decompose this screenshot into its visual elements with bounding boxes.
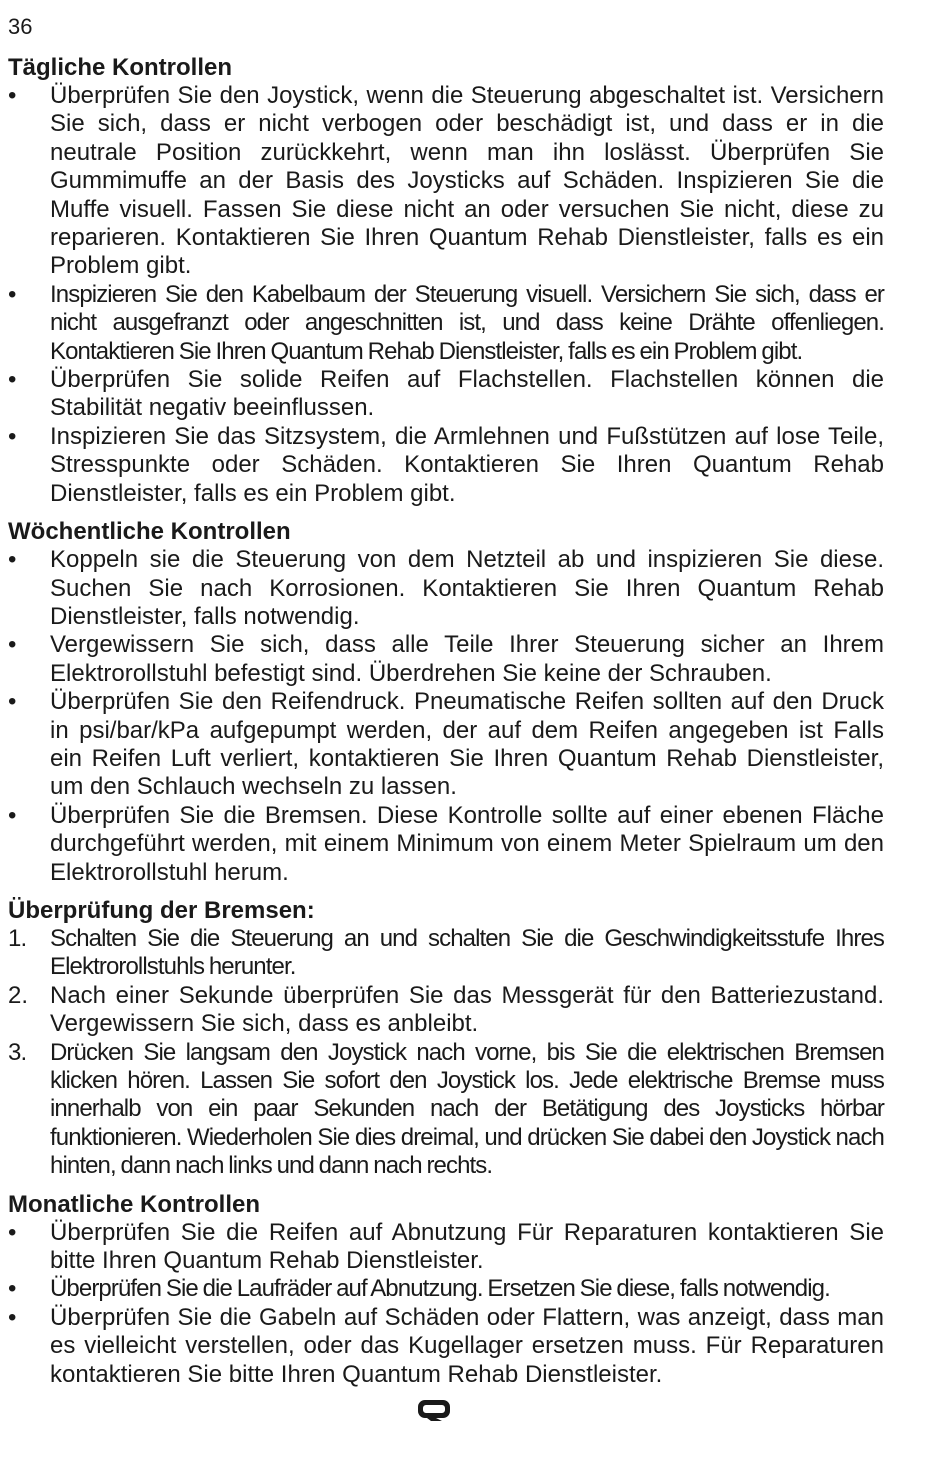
bullet-icon: • [8,546,17,574]
monthly-checks-section [8,1191,884,1389]
manual-page [8,14,884,1389]
step-text: Drücken Sie langsam den Joystick nach vorne, bis Sie die elektrischen Bremsen klicken hören. Lassen Sie sofort den Joystick los. Jede elektrische Bremse muss innerhalb von ein paar Sekunden nach der Betätigung des Joysticks hörbar funktionieren. Wiederholen Sie dies dreimal, und drücken Sie dabei den Joystick nach hinten, dann nach links und dann nach rechts. [50,1038,884,1180]
list-item [8,631,884,688]
list-item-text: Koppeln sie die Steuerung von dem Netzteil ab und inspizieren Sie diese. Suchen Sie nach Korrosionen. Kontaktieren Sie Ihren Quantum Rehab Dienstleister, falls notwendig. [50,546,884,630]
brake-check-heading: Überprüfung der Bremsen: [8,896,315,924]
bullet-icon: • [8,1303,17,1331]
list-item [8,1219,884,1276]
weekly-checks-section [8,518,884,887]
daily-checks-heading: Tägliche Kontrollen [8,54,233,81]
numbered-step [8,1039,884,1181]
list-item [8,366,884,423]
list-item-text: Überprüfen Sie die Gabeln auf Schäden oder Flattern, was anzeigt, dass man es vielleicht verstellen, oder das Kugellager ersetzen muss. Für Reparaturen kontaktieren Sie bitte Ihren Quantum Rehab Dienstleister. [50,1303,884,1388]
list-item [8,1275,884,1303]
list-item-text: Überprüfen Sie die Bremsen. Diese Kontrolle sollte auf einer ebenen Fläche durchgeführt werden, mit einem Minimum von einem Meter Spielraum um den Elektrorollstuhl herum. [50,801,884,886]
list-item-text: Überprüfen Sie die Laufräder auf Abnutzung. Ersetzen Sie diese, falls notwendig. [50,1275,830,1303]
list-item-text: Überprüfen Sie solide Reifen auf Flachstellen. Flachstellen können die Stabilität negativ beeinflussen. [50,366,884,422]
list-item-text: Inspizieren Sie den Kabelbaum der Steuerung visuell. Versichern Sie sich, dass er nicht ausgefranzt oder angeschnitten ist, und dass keine Drähte offenliegen. Kontaktieren Sie Ihren Quantum Rehab Dienstleister, falls es ein Problem gibt. [50,280,884,365]
step-number: 3. [8,1038,27,1066]
page-number: 36 [8,14,33,39]
list-item-text: Überprüfen Sie die Reifen auf Abnutzung Für Reparaturen kontaktieren Sie bitte Ihren Quantum Rehab Dienstleister. [50,1218,884,1275]
list-item [8,1304,884,1389]
monthly-checks-list [8,1219,884,1389]
step-number: 1. [8,924,27,952]
step-number: 2. [8,981,29,1009]
brake-check-steps [8,925,884,1181]
bullet-icon: • [8,1275,16,1303]
list-item-text: Inspizieren Sie das Sitzsystem, die Armlehnen und Fußstützen auf lose Teile, Stresspunkte oder Schäden. Kontaktieren Sie Ihren Quantum Rehab Dienstleister, falls es ein Problem gibt. [50,422,884,507]
bullet-icon: • [8,1218,17,1246]
step-text: Nach einer Sekunde überprüfen Sie das Messgerät für den Batteriezustand. Vergewissern Sie sich, dass es anbleibt. [50,981,884,1038]
bullet-icon: • [8,280,16,308]
daily-checks-section [8,54,884,508]
list-item-text: Überprüfen Sie den Joystick, wenn die Steuerung abgeschaltet ist. Versichern Sie sich, dass er nicht verbogen oder beschädigt ist, und dass er in die neutrale Position zurückkehrt, wenn man ihn loslässt. Überprüfen Sie Gummimuffe an der Basis des Joysticks auf Schäden. Inspizieren Sie die Muffe visuell. Fassen Sie diese nicht an oder versuchen Sie nicht, diese zu reparieren. Kontaktieren Sie Ihren Quantum Rehab Dienstleister, falls es ein Problem gibt. [50,82,884,280]
monthly-checks-heading: Monatliche Kontrollen [8,1190,260,1218]
bullet-icon: • [8,82,17,109]
list-item [8,281,884,366]
bullet-icon: • [8,688,17,716]
numbered-step [8,925,884,982]
bullet-icon: • [8,801,17,829]
list-item [8,688,884,802]
list-item-text: Überprüfen Sie den Reifendruck. Pneumatische Reifen sollten auf den Druck in psi/bar/kPa aufgepumpt werden, der auf dem Reifen angegeben ist Falls ein Reifen Luft verliert, kontaktieren Sie Ihren Quantum Rehab Dienstleister, um den Schlauch wechseln zu lassen. [50,688,884,801]
list-item [8,802,884,887]
daily-checks-list [8,82,884,508]
step-text: Schalten Sie die Steuerung an und schalten Sie die Geschwindigkeitsstufe Ihres Elektrorollstuhls herunter. [50,924,884,981]
list-item [8,423,884,508]
weekly-checks-list [8,546,884,887]
weekly-checks-heading: Wöchentliche Kontrollen [8,518,291,546]
list-item-text: Vergewissern Sie sich, dass alle Teile Ihrer Steuerung sicher an Ihrem Elektrorollstuhl befestigt sind. Überdrehen Sie keine der Schrauben. [50,631,884,687]
bullet-icon: • [8,631,17,659]
bullet-icon: • [8,422,17,450]
quantum-q-logo-icon [416,1398,452,1422]
brake-check-section [8,897,884,1181]
numbered-step [8,982,884,1039]
list-item [8,82,884,281]
bullet-icon: • [8,366,17,394]
list-item [8,546,884,631]
